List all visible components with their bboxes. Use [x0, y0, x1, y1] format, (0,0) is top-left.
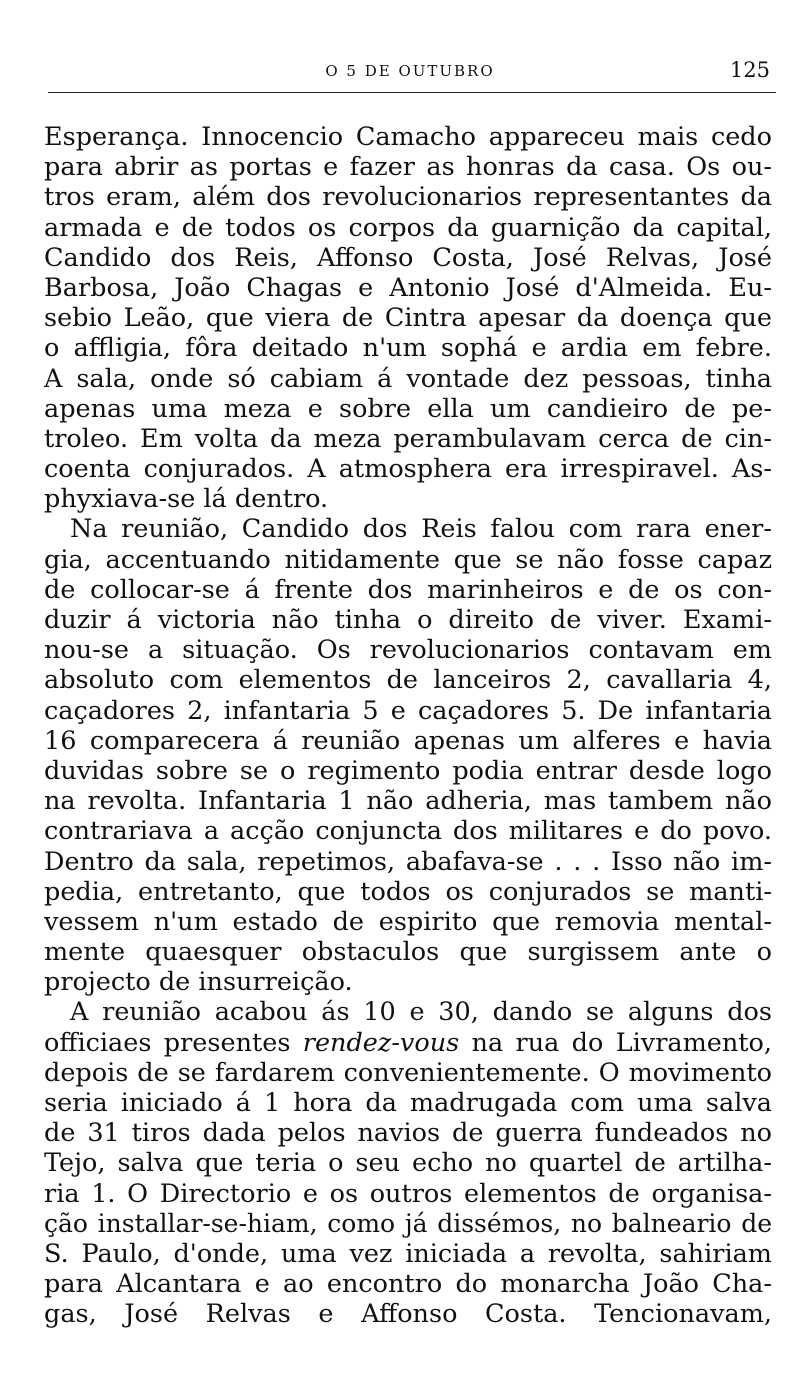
text-line: o affligia, fôra deitado n'um sophá e ardia em febre.: [44, 333, 772, 364]
text-line: Esperança. Innocencio Camacho appareceu mais cedo: [44, 122, 772, 152]
text-line: apenas uma meza e sobre ella um candieiro de pe-: [44, 393, 772, 424]
text-line: S. Paulo, d'onde, uma vez iniciada a revolta, sahiriam: [44, 1238, 772, 1269]
text-line: troleo. Em volta da meza perambulavam cerca de cin-: [44, 423, 772, 454]
text-line: contrariava a acção conjuncta dos militares e do povo.: [44, 816, 772, 847]
text-fragment: officiaes presentes: [44, 1027, 291, 1058]
text-line: [44, 1028, 772, 1058]
text-line: de 31 tiros dada pelos navios de guerra fundeados no: [44, 1118, 772, 1149]
text-line: Dentro da sala, repetimos, abafava-se . . . Isso não im-: [44, 846, 772, 877]
text-line: caçadores 2, infantaria 5 e caçadores 5. De infantaria: [44, 695, 772, 726]
text-line: seria iniciado á 1 hora da madrugada com uma salva: [44, 1088, 772, 1118]
text-line: Candido dos Reis, Affonso Costa, José Relvas, José: [44, 242, 772, 273]
text-line: 16 comparecera á reunião apenas um alferes e havia: [44, 725, 772, 756]
page-number: 125: [729, 58, 770, 82]
text-line: ria 1. O Directorio e os outros elementos de organisa-: [44, 1178, 772, 1209]
text-line: ção installar-se-hiam, como já dissémos, no balneario de: [44, 1208, 772, 1238]
text-line: para abrir as portas e fazer as honras da casa. Os ou-: [44, 152, 772, 183]
text-line: absoluto com elementos de lanceiros 2, cavallaria 4,: [44, 665, 772, 696]
text-line: A sala, onde só cabiam á vontade dez pessoas, tinha: [44, 363, 772, 394]
text-line: A reunião acabou ás 10 e 30, dando se alguns dos: [70, 997, 772, 1028]
text-line: depois de se fardarem convenientemente. O movimento: [44, 1057, 772, 1088]
text-line: pedia, entretanto, que todos os conjurados se manti-: [44, 876, 772, 907]
text-fragment: na rua do Livramento,: [471, 1027, 772, 1058]
text-line: nou-se a situação. Os revolucionarios contavam em: [44, 635, 772, 666]
running-head: O 5 DE OUTUBRO: [325, 62, 495, 80]
text-line: Na reunião, Candido dos Reis falou com rara ener-: [70, 514, 772, 545]
text-line: phyxiava-se lá dentro.: [44, 484, 329, 515]
body-text: [44, 122, 772, 1330]
text-line: gia, accentuando nitidamente que se não fosse capaz: [44, 544, 772, 575]
text-line: Barbosa, João Chagas e Antonio José d'Almeida. Eu-: [44, 272, 772, 303]
text-line: projecto de insurreição.: [44, 967, 353, 998]
text-line: tros eram, além dos revolucionarios representantes da: [44, 182, 772, 213]
page-header: [48, 52, 772, 88]
italic-phrase: rendez-vous: [302, 1027, 460, 1058]
text-line: Tejo, salva que teria o seu echo no quartel de artilha-: [44, 1148, 772, 1179]
text-line: duvidas sobre se o regimento podia entrar desde logo: [44, 755, 772, 786]
header-rule: [48, 92, 776, 93]
text-line: na revolta. Infantaria 1 não adheria, mas tambem não: [44, 786, 772, 817]
text-line: duzir á victoria não tinha o direito de viver. Exami-: [44, 605, 772, 635]
text-line: para Alcantara e ao encontro do monarcha João Cha-: [44, 1269, 772, 1300]
text-line: sebio Leão, que viera de Cintra apesar da doença que: [44, 303, 772, 334]
text-line: de collocar-se á frente dos marinheiros e de os con-: [44, 574, 772, 605]
text-line: armada e de todos os corpos da guarnição da capital,: [44, 212, 772, 243]
text-line: coenta conjurados. A atmosphera era irrespiravel. As-: [44, 454, 772, 485]
text-line: gas, José Relvas e Affonso Costa. Tencionavam,: [44, 1299, 772, 1330]
text-line: vessem n'um estado de espirito que removia mental-: [44, 906, 772, 937]
text-line: mente quaesquer obstaculos que surgissem ante o: [44, 937, 772, 968]
